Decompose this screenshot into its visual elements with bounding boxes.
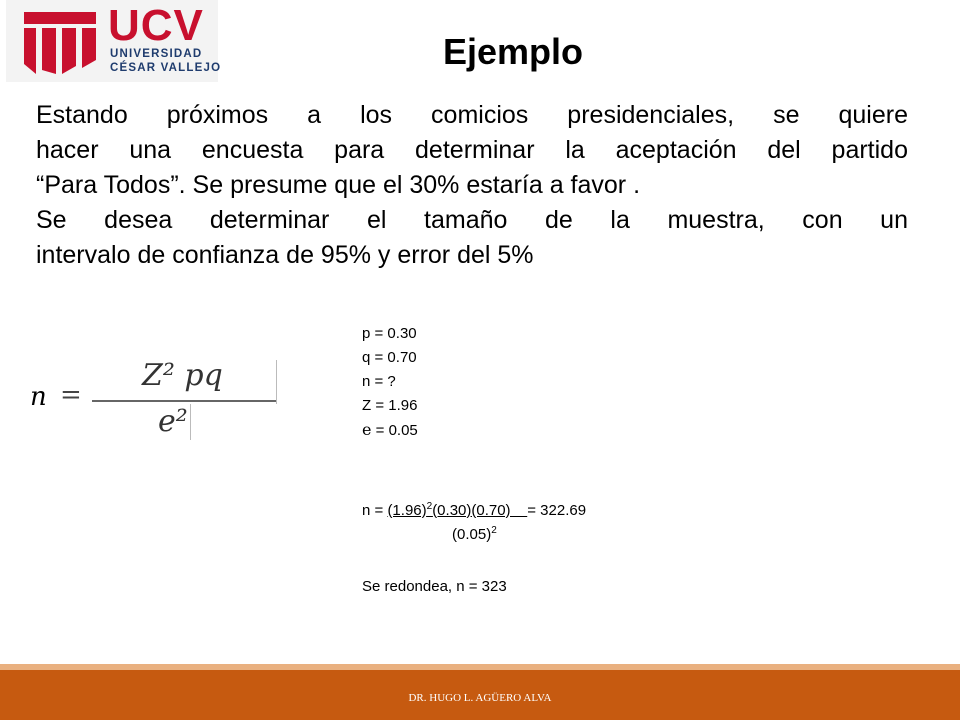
footer-bar	[0, 670, 960, 720]
paragraph2-line1: Se desea determinar el tamaño de la muestra, con un	[36, 206, 908, 234]
formula-lhs: n	[30, 382, 47, 412]
calc-prefix: n =	[362, 502, 388, 519]
formula-numerator: Z² pq	[142, 358, 223, 393]
calc-num-exp: 2	[426, 501, 433, 512]
calc-numerator	[387, 502, 527, 519]
logo-abbreviation: UCV	[108, 1, 204, 50]
rounded-result: Se redondea, n = 323	[362, 578, 507, 595]
calc-num-a: (1.96)	[387, 502, 427, 519]
logo-name-label: CÉSAR VALLEJO	[110, 62, 222, 74]
logo-university-label: UNIVERSIDAD	[110, 48, 203, 60]
problem-statement	[36, 98, 908, 273]
param-q: q = 0.70	[362, 349, 417, 366]
formula-divider	[190, 404, 191, 440]
calculation-line	[362, 500, 586, 522]
formula-divider	[276, 360, 277, 404]
fraction-bar	[92, 400, 276, 402]
calc-num-b: (0.30)(0.70)	[432, 502, 528, 519]
calc-denominator	[452, 526, 497, 543]
param-e-value: = 0.05	[371, 422, 418, 439]
paragraph1-line2: hacer una encuesta para determinar la aceptación del partido	[36, 136, 908, 164]
calc-result: = 322.69	[527, 502, 587, 519]
formula-denominator: e²	[158, 404, 188, 439]
slide-title: Ejemplo	[442, 31, 584, 72]
param-e	[362, 418, 418, 443]
parameter-list	[362, 322, 418, 443]
paragraph1-line3: “Para Todos”. Se presume que el 30% estaría a favor .	[36, 171, 641, 199]
paragraph1-line1: Estando próximos a los comicios presidenciales, se quiere	[36, 101, 908, 129]
param-z: Z = 1.96	[362, 397, 418, 414]
sample-size-formula	[30, 360, 290, 445]
formula-equals: =	[60, 380, 82, 410]
calc-den: (0.05)	[452, 526, 492, 543]
param-n: n = ?	[362, 373, 396, 390]
footer-author: DR. HUGO L. AGÜERO ALVA	[408, 692, 552, 704]
paragraph2-line2: intervalo de confianza de 95% y error del 5%	[36, 241, 534, 269]
param-p: p = 0.30	[362, 325, 417, 342]
param-e-symbol: e	[362, 420, 372, 439]
calc-den-exp: 2	[491, 525, 497, 536]
